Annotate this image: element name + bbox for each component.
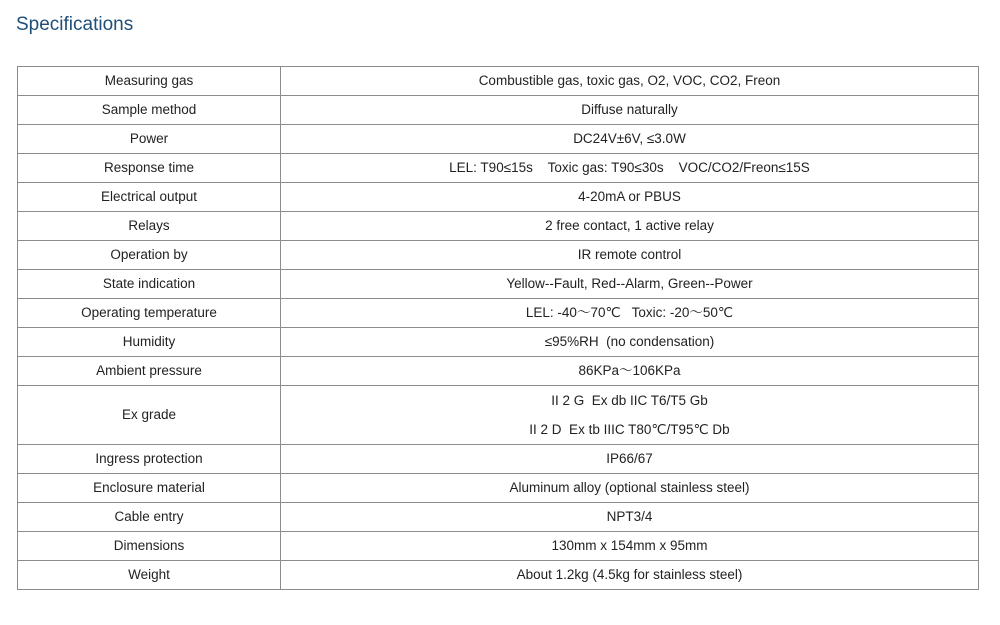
spec-value: Yellow--Fault, Red--Alarm, Green--Power xyxy=(281,270,979,299)
spec-value: 4-20mA or PBUS xyxy=(281,183,979,212)
spec-value: NPT3/4 xyxy=(281,503,979,532)
table-row xyxy=(18,357,979,386)
spec-value: DC24V±6V, ≤3.0W xyxy=(281,125,979,154)
spec-label: Measuring gas xyxy=(18,67,281,96)
spec-label: Operation by xyxy=(18,241,281,270)
spec-value-line: II 2 G Ex db IIC T6/T5 Gb xyxy=(551,393,708,408)
spec-value xyxy=(281,386,979,445)
specifications-table xyxy=(17,66,979,590)
spec-value: Combustible gas, toxic gas, O2, VOC, CO2, Freon xyxy=(281,67,979,96)
table-row xyxy=(18,445,979,474)
spec-label: Operating temperature xyxy=(18,299,281,328)
spec-label: Ingress protection xyxy=(18,445,281,474)
spec-value: 86KPa～106KPa xyxy=(281,357,979,386)
spec-value: 130mm x 154mm x 95mm xyxy=(281,532,979,561)
spec-value: ≤95%RH (no condensation) xyxy=(281,328,979,357)
spec-label: Power xyxy=(18,125,281,154)
spec-value: 2 free contact, 1 active relay xyxy=(281,212,979,241)
page-title: Specifications xyxy=(16,14,134,35)
spec-value: Aluminum alloy (optional stainless steel) xyxy=(281,474,979,503)
spec-label: State indication xyxy=(18,270,281,299)
spec-value: IP66/67 xyxy=(281,445,979,474)
table-row xyxy=(18,96,979,125)
table-row xyxy=(18,212,979,241)
spec-label: Relays xyxy=(18,212,281,241)
table-row xyxy=(18,386,979,445)
spec-value-line: II 2 D Ex tb IIIC T80℃/T95℃ Db xyxy=(529,422,730,437)
spec-label: Cable entry xyxy=(18,503,281,532)
table-row xyxy=(18,67,979,96)
spec-value: LEL: -40～70℃ Toxic: -20～50℃ xyxy=(281,299,979,328)
table-row xyxy=(18,125,979,154)
table-row xyxy=(18,154,979,183)
spec-label: Sample method xyxy=(18,96,281,125)
spec-value: IR remote control xyxy=(281,241,979,270)
spec-label: Response time xyxy=(18,154,281,183)
table-row xyxy=(18,328,979,357)
table-row xyxy=(18,474,979,503)
spec-label: Ambient pressure xyxy=(18,357,281,386)
spec-label: Humidity xyxy=(18,328,281,357)
table-row xyxy=(18,561,979,590)
spec-label: Weight xyxy=(18,561,281,590)
spec-label: Dimensions xyxy=(18,532,281,561)
table-row xyxy=(18,503,979,532)
spec-label: Ex grade xyxy=(18,386,281,445)
table-row xyxy=(18,532,979,561)
spec-value: LEL: T90≤15s Toxic gas: T90≤30s VOC/CO2/Freon≤15S xyxy=(281,154,979,183)
spec-value: Diffuse naturally xyxy=(281,96,979,125)
spec-value: About 1.2kg (4.5kg for stainless steel) xyxy=(281,561,979,590)
table-row xyxy=(18,270,979,299)
table-row xyxy=(18,183,979,212)
table-row xyxy=(18,299,979,328)
spec-label: Enclosure material xyxy=(18,474,281,503)
spec-label: Electrical output xyxy=(18,183,281,212)
table-row xyxy=(18,241,979,270)
